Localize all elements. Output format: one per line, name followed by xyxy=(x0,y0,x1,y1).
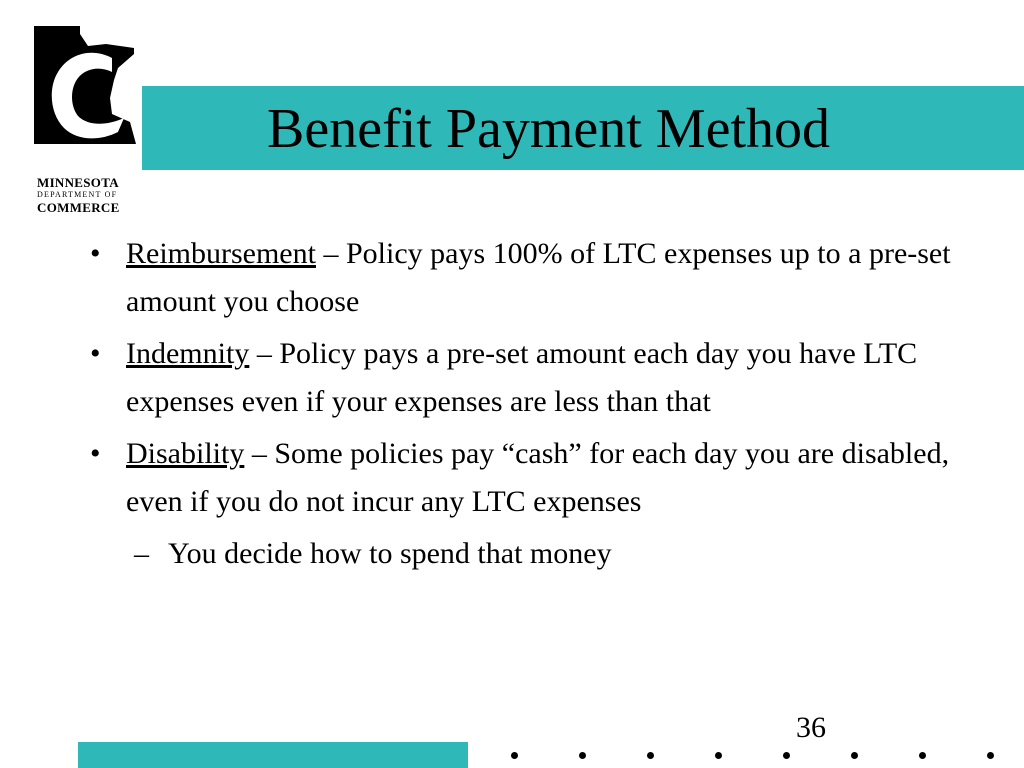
slide-title: Benefit Payment Method xyxy=(267,98,831,160)
footer-dot-icon xyxy=(783,752,790,759)
logo-department-text: DEPARTMENT OF xyxy=(37,190,118,199)
footer-dot-icon xyxy=(919,752,926,759)
footer-dot-icon xyxy=(647,752,654,759)
footer-dot-icon xyxy=(511,752,518,759)
footer-dot-icon xyxy=(715,752,722,759)
footer-dots xyxy=(511,752,1001,762)
bullet-dot-icon: • xyxy=(90,337,101,370)
bullet-dot-icon: • xyxy=(90,237,101,270)
footer-accent-bar xyxy=(78,742,468,768)
logo-commerce-text: COMMERCE xyxy=(37,200,120,215)
bullet-text: – Some policies pay “cash” for each day you are disabled, even if you do not incur any LTC expenses xyxy=(126,437,950,518)
logo-minnesota-text: MINNESOTA xyxy=(37,175,119,190)
slide-content xyxy=(82,230,982,578)
bullet-disability xyxy=(82,430,982,526)
bullet-reimbursement xyxy=(82,230,982,326)
bullet-term: Indemnity xyxy=(126,337,250,370)
sub-bullet xyxy=(82,530,982,578)
minnesota-c-logo-icon xyxy=(20,22,142,172)
sub-bullet-text: You decide how to spend that money xyxy=(168,537,612,570)
dash-icon: – xyxy=(134,537,149,570)
page-number: 36 xyxy=(796,711,826,744)
bullet-text: – Policy pays 100% of LTC expenses up to a pre-set amount you choose xyxy=(126,237,951,318)
bullet-term: Reimbursement xyxy=(126,237,316,270)
bullet-text: – Policy pays a pre-set amount each day you have LTC expenses even if your expenses are less than that xyxy=(126,337,918,418)
footer-dot-icon xyxy=(987,752,994,759)
footer-dot-icon xyxy=(851,752,858,759)
commerce-logo xyxy=(20,22,142,215)
bullet-dot-icon: • xyxy=(90,437,101,470)
bullet-term: Disability xyxy=(126,437,245,470)
bullet-indemnity xyxy=(82,330,982,426)
footer-dot-icon xyxy=(579,752,586,759)
